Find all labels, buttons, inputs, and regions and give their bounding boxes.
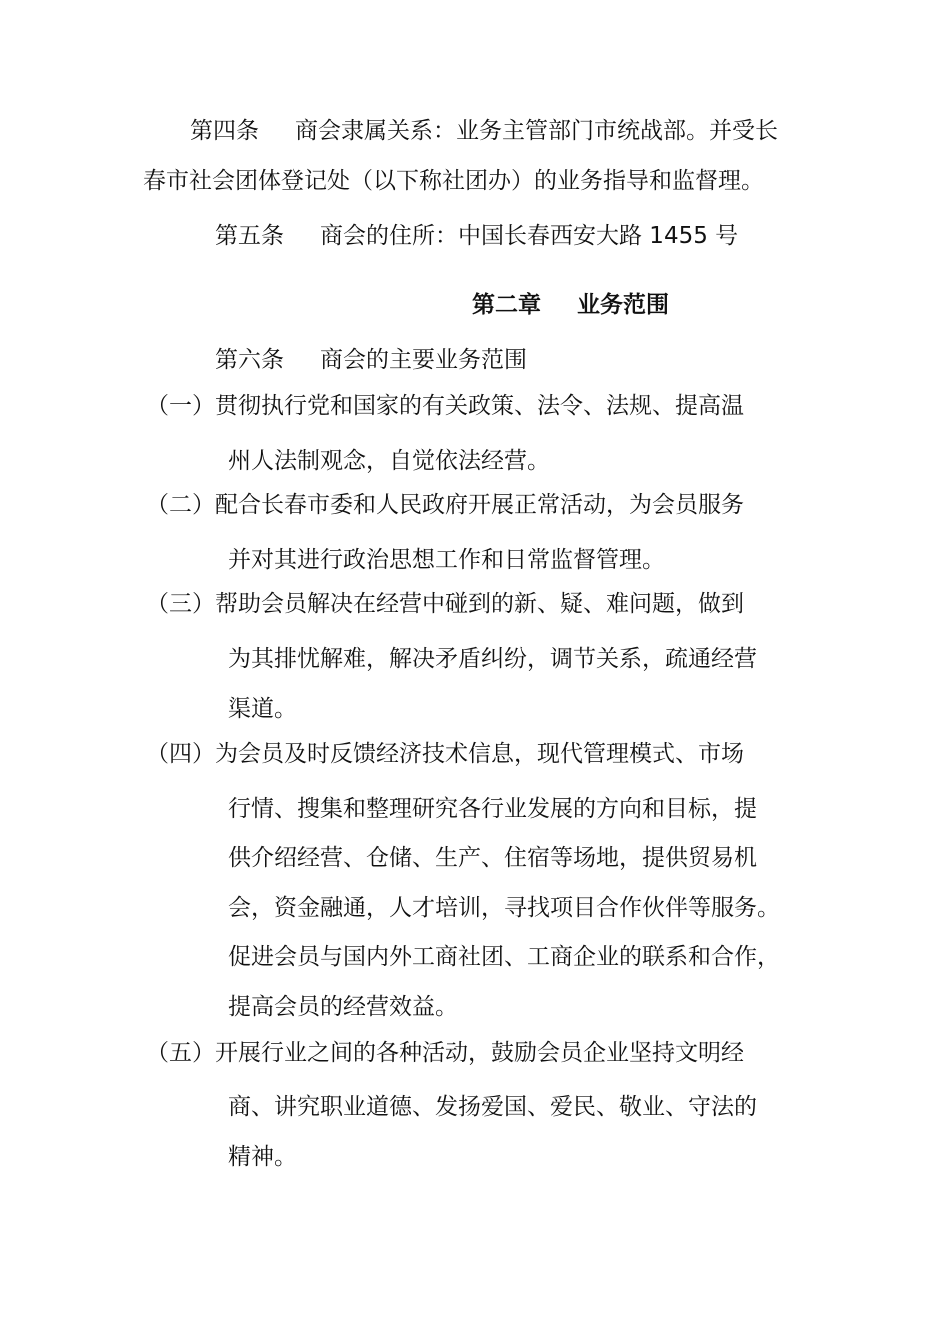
- item-3-text: 帮助会员解决在经营中碰到的新、疑、难问题，做到: [215, 591, 744, 617]
- item-1-line-2: 州人法制观念，自觉依法经营。: [228, 448, 550, 474]
- item-4-line-3: 供介绍经营、仓储、生产、住宿等场地，提供贸易机: [228, 845, 757, 871]
- item-5-line-3: 精神。: [228, 1144, 297, 1170]
- item-5-text: 开展行业之间的各种活动，鼓励会员企业坚持文明经: [215, 1040, 744, 1066]
- item-1-text: 贯彻执行党和国家的有关政策、法令、法规、提高温: [215, 393, 744, 419]
- chapter-label: 第二章: [472, 292, 541, 318]
- item-2-line-1: [146, 490, 744, 520]
- article-4-line-2: 春市社会团体登记处（以下称社团办）的业务指导和监督理。: [143, 168, 764, 194]
- item-1-line-1: [146, 391, 744, 421]
- article-4-label: 第四条: [190, 118, 259, 144]
- item-4-line-5: 促进会员与国内外工商社团、工商企业的联系和合作，: [228, 944, 780, 970]
- item-2-line-2: 并对其进行政治思想工作和日常监督管理。: [228, 547, 665, 573]
- article-5-text: 商会的住所：中国长春西安大路 1455 号: [320, 223, 739, 249]
- article-6-text: 商会的主要业务范围: [320, 347, 527, 373]
- item-2-number: （二）: [146, 492, 215, 518]
- item-3-line-3: 渠道。: [228, 696, 297, 722]
- item-4-text: 为会员及时反馈经济技术信息，现代管理模式、市场: [215, 741, 744, 767]
- item-2-text: 配合长春市委和人民政府开展正常活动，为会员服务: [215, 492, 744, 518]
- item-5-number: （五）: [146, 1040, 215, 1066]
- item-1-number: （一）: [146, 393, 215, 419]
- item-3-line-1: [146, 589, 744, 619]
- item-3-number: （三）: [146, 591, 215, 617]
- item-5-line-2: 商、讲究职业道德、发扬爱国、爱民、敬业、守法的: [228, 1094, 757, 1120]
- chapter-heading: [472, 290, 669, 320]
- article-6-label: 第六条: [215, 347, 284, 373]
- article-4-text: 商会隶属关系：业务主管部门市统战部。并受长: [295, 118, 778, 144]
- item-5-line-1: [146, 1038, 744, 1068]
- item-3-line-2: 为其排忧解难，解决矛盾纠纷，调节关系，疏通经营: [228, 646, 757, 672]
- item-4-line-1: [146, 739, 744, 769]
- item-4-line-2: 行情、搜集和整理研究各行业发展的方向和目标，提: [228, 796, 757, 822]
- item-4-line-6: 提高会员的经营效益。: [228, 994, 458, 1020]
- article-5: [215, 221, 738, 251]
- chapter-title: 业务范围: [577, 292, 669, 318]
- item-4-line-4: 会，资金融通，人才培训，寻找项目合作伙伴等服务。: [228, 895, 780, 921]
- item-4-number: （四）: [146, 741, 215, 767]
- article-4-line-1: [190, 116, 778, 146]
- article-5-label: 第五条: [215, 223, 284, 249]
- article-6: [215, 345, 527, 375]
